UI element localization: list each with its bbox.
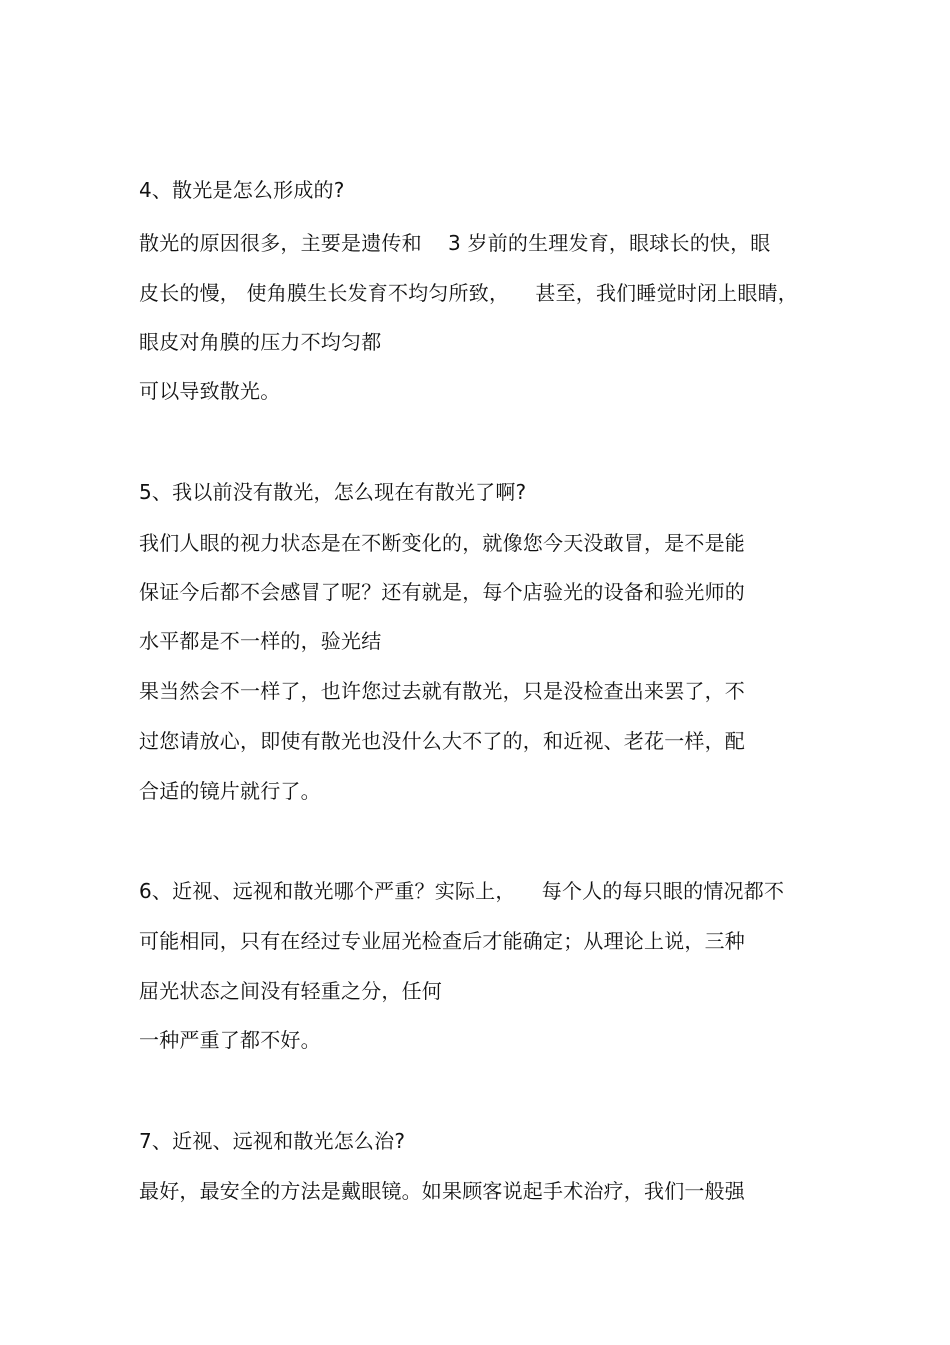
paragraph-line: 一种严重了都不好。 (139, 1028, 321, 1052)
paragraph-line: 眼皮对角膜的压力不均匀都 (139, 330, 382, 354)
paragraph-line: 水平都是不一样的，验光结 (139, 629, 382, 653)
paragraph-line: 果当然会不一样了，也许您过去就有散光，只是没检查出来罢了，不 (139, 679, 745, 703)
paragraph-line: 皮长的慢， 使角膜生长发育不均匀所致， 甚至，我们睡觉时闭上眼睛， (139, 281, 798, 305)
heading-q6: 6、近视、远视和散光哪个严重？实际上， 每个人的每只眼的情况都不 (139, 879, 785, 903)
paragraph-line: 屈光状态之间没有轻重之分，任何 (139, 979, 442, 1003)
paragraph-line: 保证今后都不会感冒了呢？还有就是，每个店验光的设备和验光师的 (139, 580, 745, 604)
heading-q7: 7、近视、远视和散光怎么治? (139, 1129, 406, 1153)
paragraph-line: 可能相同，只有在经过专业屈光检查后才能确定；从理论上说，三种 (139, 929, 745, 953)
paragraph-line: 过您请放心，即使有散光也没什么大不了的，和近视、老花一样，配 (139, 729, 745, 753)
heading-q5: 5、我以前没有散光，怎么现在有散光了啊? (139, 480, 527, 504)
paragraph-line: 可以导致散光。 (139, 379, 281, 403)
paragraph-line: 最好，最安全的方法是戴眼镜。如果顾客说起手术治疗，我们一般强 (139, 1179, 745, 1203)
paragraph-line: 合适的镜片就行了。 (139, 779, 321, 803)
paragraph-line: 我们人眼的视力状态是在不断变化的，就像您今天没敢冒，是不是能 (139, 531, 745, 555)
heading-q4: 4、散光是怎么形成的? (139, 178, 345, 202)
paragraph-line: 散光的原因很多，主要是遗传和 3 岁前的生理发育，眼球长的快，眼 (139, 231, 771, 255)
